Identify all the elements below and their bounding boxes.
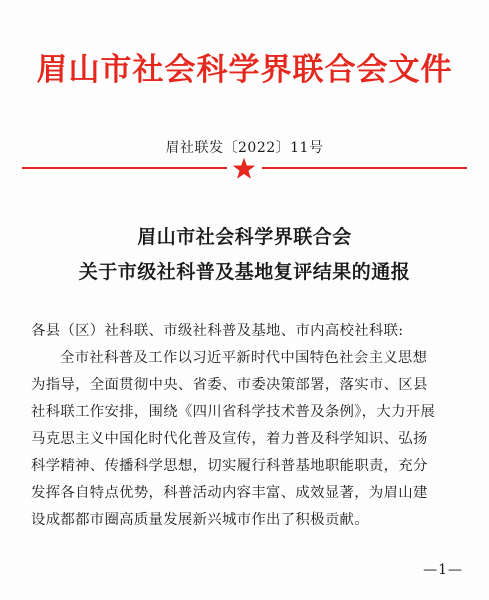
salutation-line: 各县（区）社科联、市级社科普及基地、市内高校社科联:: [31, 323, 404, 339]
notice-title-line-1: 眉山市社会科学界联合会: [137, 226, 352, 248]
paragraph-line-7: 设成都都市圈高质量发展新兴城市作出了积极贡献。: [31, 512, 369, 528]
document-header-title: 眉山市社会科学界联合会文件: [36, 52, 453, 88]
paragraph-line-5: 科学精神、传播科学思想，切实履行科普基地职能职责，充分: [31, 458, 428, 474]
page-number: —1—: [423, 562, 463, 578]
paragraph-line-6: 发挥各自特点优势，科普活动内容丰富、成效显著，为眉山建: [31, 485, 428, 501]
paragraph-line-3: 社科联工作安排，围绕《四川省科学技术普及条例》，大力开展: [31, 404, 436, 420]
red-divider-right: [262, 167, 467, 169]
paragraph-line-1: 全市社科普及工作以习近平新时代中国特色社会主义思想: [60, 350, 428, 366]
red-divider-left: [22, 167, 227, 169]
document-number: 眉社联发〔2022〕11号: [165, 140, 324, 156]
notice-title-line-2: 关于市级社科普及基地复评结果的通报: [78, 261, 411, 283]
paragraph-line-4: 马克思主义中国化时代化普及宣传，着力普及科学知识、弘扬: [31, 431, 428, 447]
red-star-icon: [231, 156, 257, 182]
paragraph-line-2: 为指导，全面贯彻中央、省委、市委决策部署，落实市、区县: [31, 377, 428, 393]
